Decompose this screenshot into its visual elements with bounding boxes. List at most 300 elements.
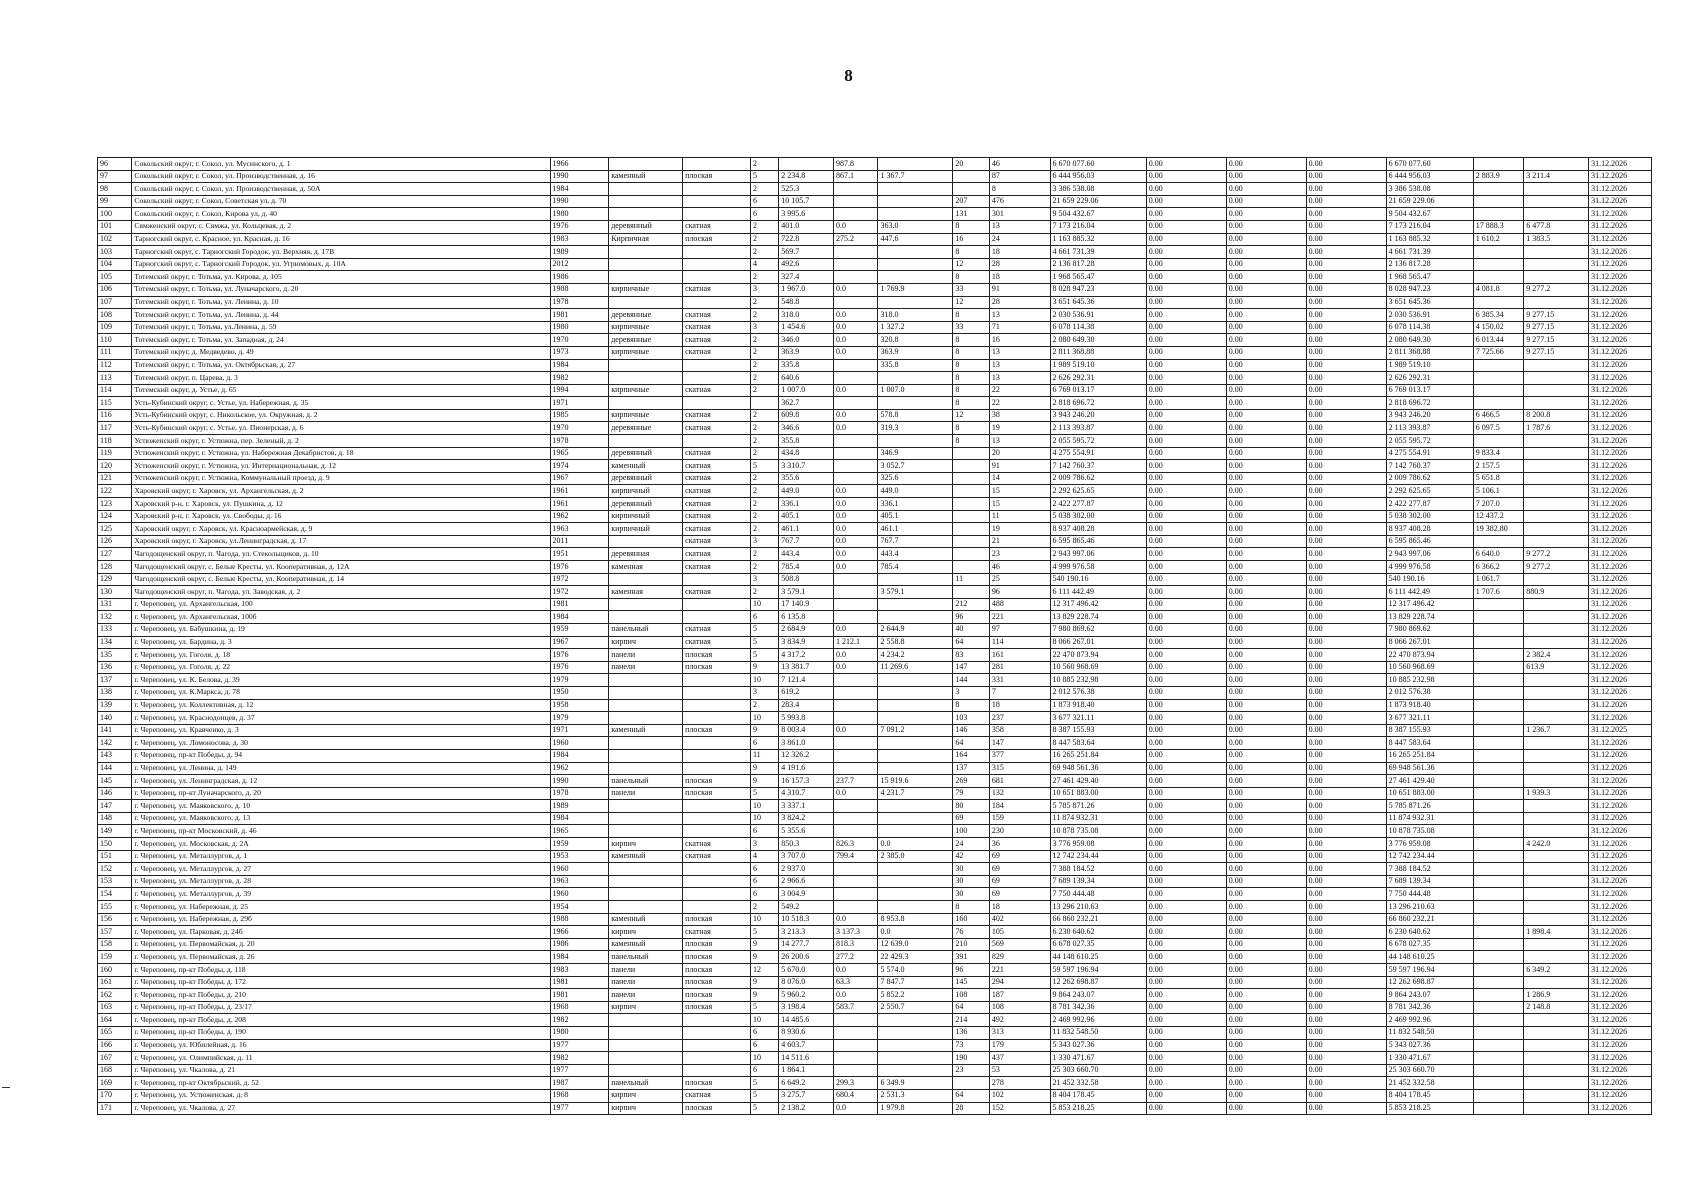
cell-nonresidential-area: 0.0 — [833, 498, 878, 511]
cell-wall-material — [609, 1039, 683, 1052]
cell-apartments: 108 — [953, 989, 989, 1002]
cell-total-area: 8 003.4 — [779, 724, 834, 737]
table-row — [98, 296, 1652, 309]
cell-total-cost: 3 651 645.36 — [1050, 296, 1146, 309]
cell-apartments: 69 — [953, 812, 989, 825]
cell-deadline: 31.12.2026 — [1589, 812, 1652, 825]
cell-deadline: 31.12.2026 — [1589, 384, 1652, 397]
cell-total-area: 7 121.4 — [779, 674, 834, 687]
cell-wall-material — [609, 749, 683, 762]
cell-cost-col-c: 0.00 — [1306, 422, 1386, 435]
cell-row-number: 127 — [98, 548, 132, 561]
cell-deadline: 31.12.2026 — [1589, 346, 1652, 359]
cell-wall-material: каменный — [609, 724, 683, 737]
cell-total-cost: 5 785 871.26 — [1050, 800, 1146, 813]
cell-roof-type — [683, 901, 751, 914]
cell-roof-type — [683, 749, 751, 762]
cell-nonresidential-area: 826.3 — [833, 838, 878, 851]
cell-cost-col-a: 0.00 — [1146, 636, 1226, 649]
cell-cost-col-c: 0.00 — [1306, 964, 1386, 977]
cell-nonresidential-area — [833, 825, 878, 838]
cell-cost-col-c: 0.00 — [1306, 1102, 1386, 1115]
cell-residential-area: 15 919.6 — [878, 775, 953, 788]
cell-deadline: 31.12.2026 — [1589, 422, 1652, 435]
cell-roof-type — [683, 246, 751, 259]
cell-cost-col-c: 0.00 — [1306, 523, 1386, 536]
cell-roof-type: скатная — [683, 334, 751, 347]
cell-total-cost: 13 296 210.63 — [1050, 901, 1146, 914]
cell-total-area: 461.1 — [779, 523, 834, 536]
cell-cost-total: 3 677 321.11 — [1386, 712, 1473, 725]
cell-apartments: 8 — [953, 699, 989, 712]
cell-cost-col-b: 0.00 — [1226, 1039, 1306, 1052]
cell-residential-area — [878, 271, 953, 284]
cell-row-number: 155 — [98, 901, 132, 914]
cell-wall-material: кирпич — [609, 838, 683, 851]
cell-cost-col-b: 0.00 — [1226, 535, 1306, 548]
cell-cost-total: 1 873 918.40 — [1386, 699, 1473, 712]
cell-cost-col-b: 0.00 — [1226, 674, 1306, 687]
cell-wall-material: кирпичные — [609, 283, 683, 296]
cell-roof-type: скатная — [683, 485, 751, 498]
cell-specific-cost-a — [1473, 296, 1524, 309]
table-row — [98, 1102, 1652, 1115]
cell-year-built: 1984 — [550, 812, 609, 825]
cell-specific-cost-a: 1 061.7 — [1473, 573, 1524, 586]
cell-nonresidential-area — [833, 800, 878, 813]
cell-nonresidential-area: 583.7 — [833, 1001, 878, 1014]
cell-total-cost: 2 030 536.91 — [1050, 309, 1146, 322]
cell-cost-col-c: 0.00 — [1306, 636, 1386, 649]
cell-cost-col-b: 0.00 — [1226, 825, 1306, 838]
cell-roof-type — [683, 699, 751, 712]
cell-wall-material: кирпичные — [609, 346, 683, 359]
cell-total-cost: 3 386 538.08 — [1050, 183, 1146, 196]
cell-year-built: 1958 — [550, 699, 609, 712]
cell-row-number: 104 — [98, 258, 132, 271]
cell-cost-col-a: 0.00 — [1146, 888, 1226, 901]
cell-row-number: 159 — [98, 951, 132, 964]
cell-cost-total: 8 404 178.45 — [1386, 1089, 1473, 1102]
cell-total-cost: 10 651 883.00 — [1050, 787, 1146, 800]
cell-cost-col-c: 0.00 — [1306, 875, 1386, 888]
cell-nonresidential-area — [833, 359, 878, 372]
cell-cost-col-a: 0.00 — [1146, 850, 1226, 863]
cell-residents: 476 — [989, 195, 1050, 208]
cell-total-cost: 11 832 548.50 — [1050, 1026, 1146, 1039]
cell-total-area: 13 381.7 — [779, 661, 834, 674]
cell-cost-col-b: 0.00 — [1226, 749, 1306, 762]
cell-roof-type: скатная — [683, 561, 751, 574]
cell-cost-total: 44 148 610.25 — [1386, 951, 1473, 964]
cell-deadline: 31.12.2026 — [1589, 825, 1652, 838]
cell-cost-col-a: 0.00 — [1146, 535, 1226, 548]
cell-cost-col-a: 0.00 — [1146, 913, 1226, 926]
cell-specific-cost-a — [1473, 989, 1524, 1002]
cell-apartments: 8 — [953, 309, 989, 322]
cell-cost-col-b: 0.00 — [1226, 586, 1306, 599]
table-row — [98, 1089, 1652, 1102]
cell-wall-material — [609, 1064, 683, 1077]
cell-deadline: 31.12.2026 — [1589, 636, 1652, 649]
cell-deadline: 31.12.2026 — [1589, 1064, 1652, 1077]
cell-cost-col-b: 0.00 — [1226, 246, 1306, 259]
cell-residential-area: 1 769.9 — [878, 283, 953, 296]
cell-cost-col-a: 0.00 — [1146, 737, 1226, 750]
cell-address: г. Череповец, ул. Чкалова, д. 21 — [132, 1064, 550, 1077]
cell-residents: 69 — [989, 863, 1050, 876]
cell-year-built: 1965 — [550, 825, 609, 838]
cell-residents: 18 — [989, 271, 1050, 284]
cell-address: Сокольский округ, г. Сокол, ул. Производственная, д. 16 — [132, 170, 550, 183]
cell-residential-area: 22 429.3 — [878, 951, 953, 964]
cell-cost-col-b: 0.00 — [1226, 384, 1306, 397]
cell-residential-area: 767.7 — [878, 535, 953, 548]
cell-wall-material — [609, 598, 683, 611]
cell-residential-area — [878, 573, 953, 586]
cell-nonresidential-area: 0.0 — [833, 535, 878, 548]
cell-year-built: 1987 — [550, 1077, 609, 1090]
cell-floors: 3 — [750, 535, 778, 548]
table-row — [98, 724, 1652, 737]
cell-cost-total: 6 769 013.17 — [1386, 384, 1473, 397]
cell-floors: 9 — [750, 661, 778, 674]
cell-apartments — [953, 447, 989, 460]
cell-cost-col-a: 0.00 — [1146, 321, 1226, 334]
table-row — [98, 258, 1652, 271]
table-row — [98, 510, 1652, 523]
cell-roof-type: скатная — [683, 220, 751, 233]
cell-apartments: 8 — [953, 372, 989, 385]
cell-residential-area — [878, 598, 953, 611]
cell-floors: 2 — [750, 296, 778, 309]
cell-specific-cost-a — [1473, 359, 1524, 372]
cell-nonresidential-area — [833, 712, 878, 725]
cell-year-built: 1974 — [550, 460, 609, 473]
cell-apartments: 79 — [953, 787, 989, 800]
table-row — [98, 460, 1652, 473]
cell-residential-area — [878, 1026, 953, 1039]
cell-deadline: 31.12.2026 — [1589, 888, 1652, 901]
cell-cost-col-c: 0.00 — [1306, 485, 1386, 498]
cell-cost-col-c: 0.00 — [1306, 737, 1386, 750]
cell-specific-cost-a: 19 382.80 — [1473, 523, 1524, 536]
cell-apartments — [953, 498, 989, 511]
cell-cost-col-b: 0.00 — [1226, 460, 1306, 473]
cell-total-area: 318.0 — [779, 309, 834, 322]
cell-residential-area: 443.4 — [878, 548, 953, 561]
cell-nonresidential-area: 0.0 — [833, 309, 878, 322]
cell-residents: 96 — [989, 586, 1050, 599]
cell-cost-col-a: 0.00 — [1146, 246, 1226, 259]
cell-address: г. Череповец, пр-кт Луначарского, д. 20 — [132, 787, 550, 800]
cell-residential-area — [878, 195, 953, 208]
cell-cost-col-c: 0.00 — [1306, 901, 1386, 914]
cell-cost-col-b: 0.00 — [1226, 762, 1306, 775]
cell-specific-cost-b — [1524, 699, 1589, 712]
cell-floors — [750, 397, 778, 410]
cell-row-number: 125 — [98, 523, 132, 536]
cell-total-cost: 8 447 583.64 — [1050, 737, 1146, 750]
cell-apartments: 8 — [953, 334, 989, 347]
cell-nonresidential-area — [833, 598, 878, 611]
cell-residents: 488 — [989, 598, 1050, 611]
cell-specific-cost-a — [1473, 1077, 1524, 1090]
cell-apartments: 137 — [953, 762, 989, 775]
cell-specific-cost-a — [1473, 976, 1524, 989]
cell-roof-type: скатная — [683, 1089, 751, 1102]
cell-row-number: 153 — [98, 875, 132, 888]
cell-row-number: 124 — [98, 510, 132, 523]
cell-roof-type — [683, 573, 751, 586]
cell-nonresidential-area: 3 137.3 — [833, 926, 878, 939]
cell-roof-type: скатная — [683, 586, 751, 599]
cell-roof-type: плоская — [683, 938, 751, 951]
cell-residents: 16 — [989, 334, 1050, 347]
cell-cost-col-a: 0.00 — [1146, 1089, 1226, 1102]
cell-specific-cost-b — [1524, 875, 1589, 888]
cell-nonresidential-area: 0.0 — [833, 346, 878, 359]
cell-nonresidential-area: 0.0 — [833, 384, 878, 397]
cell-floors: 6 — [750, 875, 778, 888]
cell-cost-col-b: 0.00 — [1226, 1014, 1306, 1027]
cell-residents: 8 — [989, 183, 1050, 196]
cell-specific-cost-a: 4 081.8 — [1473, 283, 1524, 296]
cell-year-built: 1961 — [550, 498, 609, 511]
cell-apartments: 8 — [953, 397, 989, 410]
cell-wall-material — [609, 686, 683, 699]
cell-total-cost: 10 878 735.08 — [1050, 825, 1146, 838]
cell-nonresidential-area: 0.0 — [833, 561, 878, 574]
cell-specific-cost-a: 7 207.0 — [1473, 498, 1524, 511]
cell-cost-col-c: 0.00 — [1306, 938, 1386, 951]
cell-roof-type: скатная — [683, 346, 751, 359]
cell-deadline: 31.12.2025 — [1589, 724, 1652, 737]
cell-apartments: 11 — [953, 573, 989, 586]
cell-residents: 71 — [989, 321, 1050, 334]
cell-specific-cost-a — [1473, 938, 1524, 951]
cell-specific-cost-b — [1524, 712, 1589, 725]
cell-row-number: 129 — [98, 573, 132, 586]
cell-residents: 91 — [989, 283, 1050, 296]
cell-year-built: 1984 — [550, 611, 609, 624]
cell-floors: 5 — [750, 623, 778, 636]
cell-residents: 681 — [989, 775, 1050, 788]
cell-specific-cost-a — [1473, 1089, 1524, 1102]
cell-cost-total: 12 317 496.42 — [1386, 598, 1473, 611]
cell-address: Тарногский округ, с. Красное, ул. Красная, д. 16 — [132, 233, 550, 246]
cell-specific-cost-a: 2 883.9 — [1473, 170, 1524, 183]
cell-nonresidential-area: 0.0 — [833, 220, 878, 233]
cell-specific-cost-b — [1524, 775, 1589, 788]
cell-cost-col-c: 0.00 — [1306, 359, 1386, 372]
cell-specific-cost-a — [1473, 951, 1524, 964]
cell-cost-total: 4 661 731.39 — [1386, 246, 1473, 259]
cell-residents: 13 — [989, 435, 1050, 448]
cell-total-cost: 8 066 267.01 — [1050, 636, 1146, 649]
cell-total-cost: 1 989 519.10 — [1050, 359, 1146, 372]
cell-cost-col-c: 0.00 — [1306, 183, 1386, 196]
cell-total-cost: 8 937 408.28 — [1050, 523, 1146, 536]
cell-nonresidential-area: 0.0 — [833, 510, 878, 523]
cell-year-built: 1968 — [550, 1001, 609, 1014]
cell-cost-col-c: 0.00 — [1306, 372, 1386, 385]
cell-floors: 2 — [750, 561, 778, 574]
cell-cost-col-c: 0.00 — [1306, 1089, 1386, 1102]
table-row — [98, 409, 1652, 422]
cell-row-number: 97 — [98, 170, 132, 183]
cell-specific-cost-b — [1524, 1064, 1589, 1077]
cell-address: Устюженский округ, г. Устюжна, ул. Набережная Декабристов, д. 18 — [132, 447, 550, 460]
cell-specific-cost-a — [1473, 800, 1524, 813]
cell-year-built: 1981 — [550, 309, 609, 322]
cell-wall-material: кирпичные — [609, 409, 683, 422]
cell-cost-col-a: 0.00 — [1146, 586, 1226, 599]
cell-row-number: 161 — [98, 976, 132, 989]
cell-row-number: 111 — [98, 346, 132, 359]
cell-cost-total: 2 012 576.38 — [1386, 686, 1473, 699]
cell-cost-col-c: 0.00 — [1306, 863, 1386, 876]
cell-apartments — [953, 510, 989, 523]
cell-residential-area: 335.8 — [878, 359, 953, 372]
cell-floors: 3 — [750, 838, 778, 851]
cell-total-cost: 4 999 976.58 — [1050, 561, 1146, 574]
cell-wall-material: панельный — [609, 623, 683, 636]
cell-roof-type: плоская — [683, 649, 751, 662]
cell-specific-cost-a — [1473, 712, 1524, 725]
cell-cost-col-a: 0.00 — [1146, 409, 1226, 422]
cell-total-cost: 21 452 332.58 — [1050, 1077, 1146, 1090]
cell-deadline: 31.12.2026 — [1589, 787, 1652, 800]
cell-total-cost: 1 968 565.47 — [1050, 271, 1146, 284]
cell-floors: 2 — [750, 359, 778, 372]
cell-year-built: 1953 — [550, 850, 609, 863]
cell-specific-cost-a — [1473, 838, 1524, 851]
cell-total-cost: 7 388 184.52 — [1050, 863, 1146, 876]
cell-total-area: 16 157.3 — [779, 775, 834, 788]
cell-cost-total: 8 781 342.36 — [1386, 1001, 1473, 1014]
cell-deadline: 31.12.2026 — [1589, 661, 1652, 674]
cell-cost-col-b: 0.00 — [1226, 485, 1306, 498]
cell-roof-type — [683, 686, 751, 699]
cell-apartments: 269 — [953, 775, 989, 788]
cell-cost-total: 6 444 956.03 — [1386, 170, 1473, 183]
cell-roof-type: скатная — [683, 850, 751, 863]
cell-cost-total: 10 651 883.00 — [1386, 787, 1473, 800]
cell-specific-cost-b: 2 148.8 — [1524, 1001, 1589, 1014]
table-row — [98, 321, 1652, 334]
cell-cost-col-a: 0.00 — [1146, 623, 1226, 636]
cell-residents: 161 — [989, 649, 1050, 662]
cell-cost-col-b: 0.00 — [1226, 183, 1306, 196]
cell-roof-type — [683, 888, 751, 901]
cell-deadline: 31.12.2026 — [1589, 800, 1652, 813]
cell-specific-cost-a — [1473, 863, 1524, 876]
cell-apartments: 3 — [953, 686, 989, 699]
cell-deadline: 31.12.2026 — [1589, 686, 1652, 699]
cell-cost-total: 10 878 735.08 — [1386, 825, 1473, 838]
cell-floors: 2 — [750, 246, 778, 259]
cell-nonresidential-area: 0.0 — [833, 964, 878, 977]
cell-specific-cost-b — [1524, 372, 1589, 385]
cell-total-area: 3 861.0 — [779, 737, 834, 750]
cell-residential-area — [878, 611, 953, 624]
cell-wall-material: Кирпичная — [609, 233, 683, 246]
cell-cost-total: 4 275 554.91 — [1386, 447, 1473, 460]
cell-year-built: 1977 — [550, 1064, 609, 1077]
cell-address: Чагодощенский округ, с. Белые Кресты, ул. Кооперативная, д. 14 — [132, 573, 550, 586]
cell-address: г. Череповец, пр-кт Победы, д. 208 — [132, 1014, 550, 1027]
cell-roof-type: скатная — [683, 422, 751, 435]
cell-residential-area: 6 349.9 — [878, 1077, 953, 1090]
cell-cost-col-a: 0.00 — [1146, 838, 1226, 851]
cell-floors: 2 — [750, 183, 778, 196]
cell-floors: 6 — [750, 195, 778, 208]
cell-specific-cost-a: 6 013.44 — [1473, 334, 1524, 347]
cell-apartments: 8 — [953, 220, 989, 233]
cell-cost-col-a: 0.00 — [1146, 1064, 1226, 1077]
cell-floors: 2 — [750, 372, 778, 385]
cell-cost-col-b: 0.00 — [1226, 321, 1306, 334]
cell-row-number: 162 — [98, 989, 132, 1002]
cell-specific-cost-b: 9 277.2 — [1524, 561, 1589, 574]
cell-floors: 5 — [750, 787, 778, 800]
cell-residents: 23 — [989, 548, 1050, 561]
cell-row-number: 141 — [98, 724, 132, 737]
cell-specific-cost-b: 1 787.6 — [1524, 422, 1589, 435]
cell-cost-col-c: 0.00 — [1306, 649, 1386, 662]
cell-total-area: 8 930.6 — [779, 1026, 834, 1039]
table-row — [98, 523, 1652, 536]
cell-nonresidential-area — [833, 888, 878, 901]
cell-floors: 6 — [750, 208, 778, 221]
cell-residents: 221 — [989, 611, 1050, 624]
cell-residents: 15 — [989, 498, 1050, 511]
table-row — [98, 1077, 1652, 1090]
cell-floors: 2 — [750, 384, 778, 397]
cell-nonresidential-area — [833, 271, 878, 284]
cell-cost-col-c: 0.00 — [1306, 598, 1386, 611]
cell-year-built: 1973 — [550, 346, 609, 359]
cell-cost-col-b: 0.00 — [1226, 863, 1306, 876]
cell-row-number: 133 — [98, 623, 132, 636]
housing-table-sheet — [97, 157, 1652, 1115]
cell-residents: 13 — [989, 372, 1050, 385]
cell-row-number: 166 — [98, 1039, 132, 1052]
cell-cost-col-c: 0.00 — [1306, 787, 1386, 800]
cell-specific-cost-a — [1473, 1102, 1524, 1115]
cell-nonresidential-area: 0.0 — [833, 787, 878, 800]
table-row — [98, 901, 1652, 914]
cell-cost-col-b: 0.00 — [1226, 523, 1306, 536]
table-row — [98, 1014, 1652, 1027]
cell-cost-total: 13 829 228.74 — [1386, 611, 1473, 624]
cell-cost-col-c: 0.00 — [1306, 208, 1386, 221]
table-row — [98, 283, 1652, 296]
cell-cost-col-c: 0.00 — [1306, 220, 1386, 233]
cell-total-area: 5 960.2 — [779, 989, 834, 1002]
cell-residents: 13 — [989, 220, 1050, 233]
cell-apartments: 30 — [953, 875, 989, 888]
cell-row-number: 103 — [98, 246, 132, 259]
cell-year-built: 1965 — [550, 447, 609, 460]
cell-total-cost: 6 769 013.17 — [1050, 384, 1146, 397]
cell-apartments: 73 — [953, 1039, 989, 1052]
cell-cost-col-c: 0.00 — [1306, 233, 1386, 246]
cell-cost-total: 6 230 640.62 — [1386, 926, 1473, 939]
cell-total-cost: 3 776 959.08 — [1050, 838, 1146, 851]
cell-cost-col-c: 0.00 — [1306, 850, 1386, 863]
